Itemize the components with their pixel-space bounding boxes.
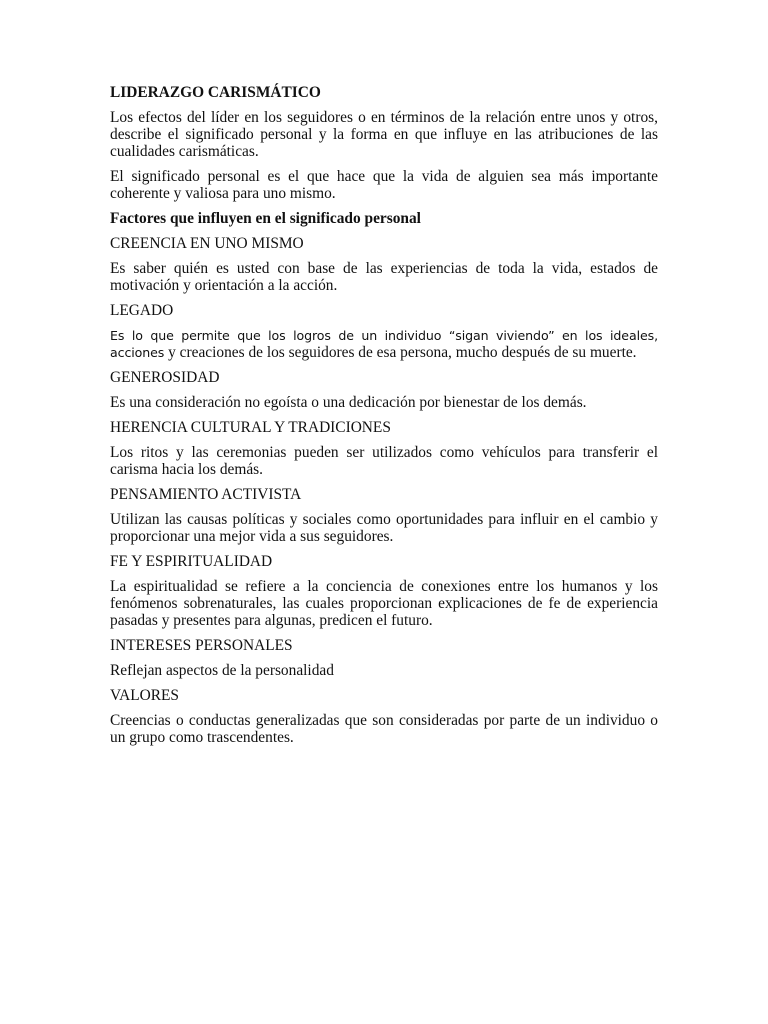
- intro-paragraph: Los efectos del líder en los seguidores o en términos de la relación entre unos y otros, describe el significado personal y la forma en que influye en las atribuciones de las cualidades carismáticas.: [110, 109, 658, 160]
- section-heading-creencia: CREENCIA EN UNO MISMO: [110, 235, 304, 252]
- section-heading-legado: LEGADO: [110, 302, 174, 319]
- section-heading-fe: FE Y ESPIRITUALIDAD: [110, 553, 273, 570]
- document-title: LIDERAZGO CARISMÁTICO: [110, 84, 321, 101]
- section-text-creencia: Es saber quién es usted con base de las experiencias de toda la vida, estados de motivación y orientación a la acción.: [110, 260, 658, 294]
- section-heading-herencia: HERENCIA CULTURAL Y TRADICIONES: [110, 419, 391, 436]
- section-text-legado-line2: y creaciones de los seguidores de esa persona, mucho después de su muerte.: [168, 344, 637, 361]
- section-text-valores: Creencias o conductas generalizadas que son consideradas por parte de un individuo o un grupo como trascendentes.: [110, 712, 658, 746]
- section-text-generosidad: Es una consideración no egoísta o una dedicación por bienestar de los demás.: [110, 394, 587, 411]
- section-text-legado: [110, 327, 658, 361]
- section-heading-generosidad: GENEROSIDAD: [110, 369, 220, 386]
- section-text-pensamiento: Utilizan las causas políticas y sociales como oportunidades para influir en el cambio y proporcionar una mejor vida a sus seguidores.: [110, 511, 658, 545]
- section-heading-valores: VALORES: [110, 687, 179, 704]
- section-text-intereses: Reflejan aspectos de la personalidad: [110, 662, 334, 679]
- section-text-legado-line1: Es lo que permite que los logros de un individuo “sigan viviendo” en los ideales, acciones: [110, 328, 658, 360]
- document-page: [110, 84, 658, 754]
- section-heading-intereses: INTERESES PERSONALES: [110, 637, 293, 654]
- section-heading-pensamiento: PENSAMIENTO ACTIVISTA: [110, 486, 302, 503]
- section-text-herencia: Los ritos y las ceremonias pueden ser utilizados como vehículos para transferir el carisma hacia los demás.: [110, 444, 658, 478]
- factors-subtitle: Factores que influyen en el significado personal: [110, 210, 421, 227]
- section-text-fe: La espiritualidad se refiere a la conciencia de conexiones entre los humanos y los fenómenos sobrenaturales, las cuales proporcionan explicaciones de fe de experiencia pasadas y presentes para algunas, predicen el futuro.: [110, 578, 658, 629]
- definition-paragraph: El significado personal es el que hace que la vida de alguien sea más importante coherente y valiosa para uno mismo.: [110, 168, 658, 202]
